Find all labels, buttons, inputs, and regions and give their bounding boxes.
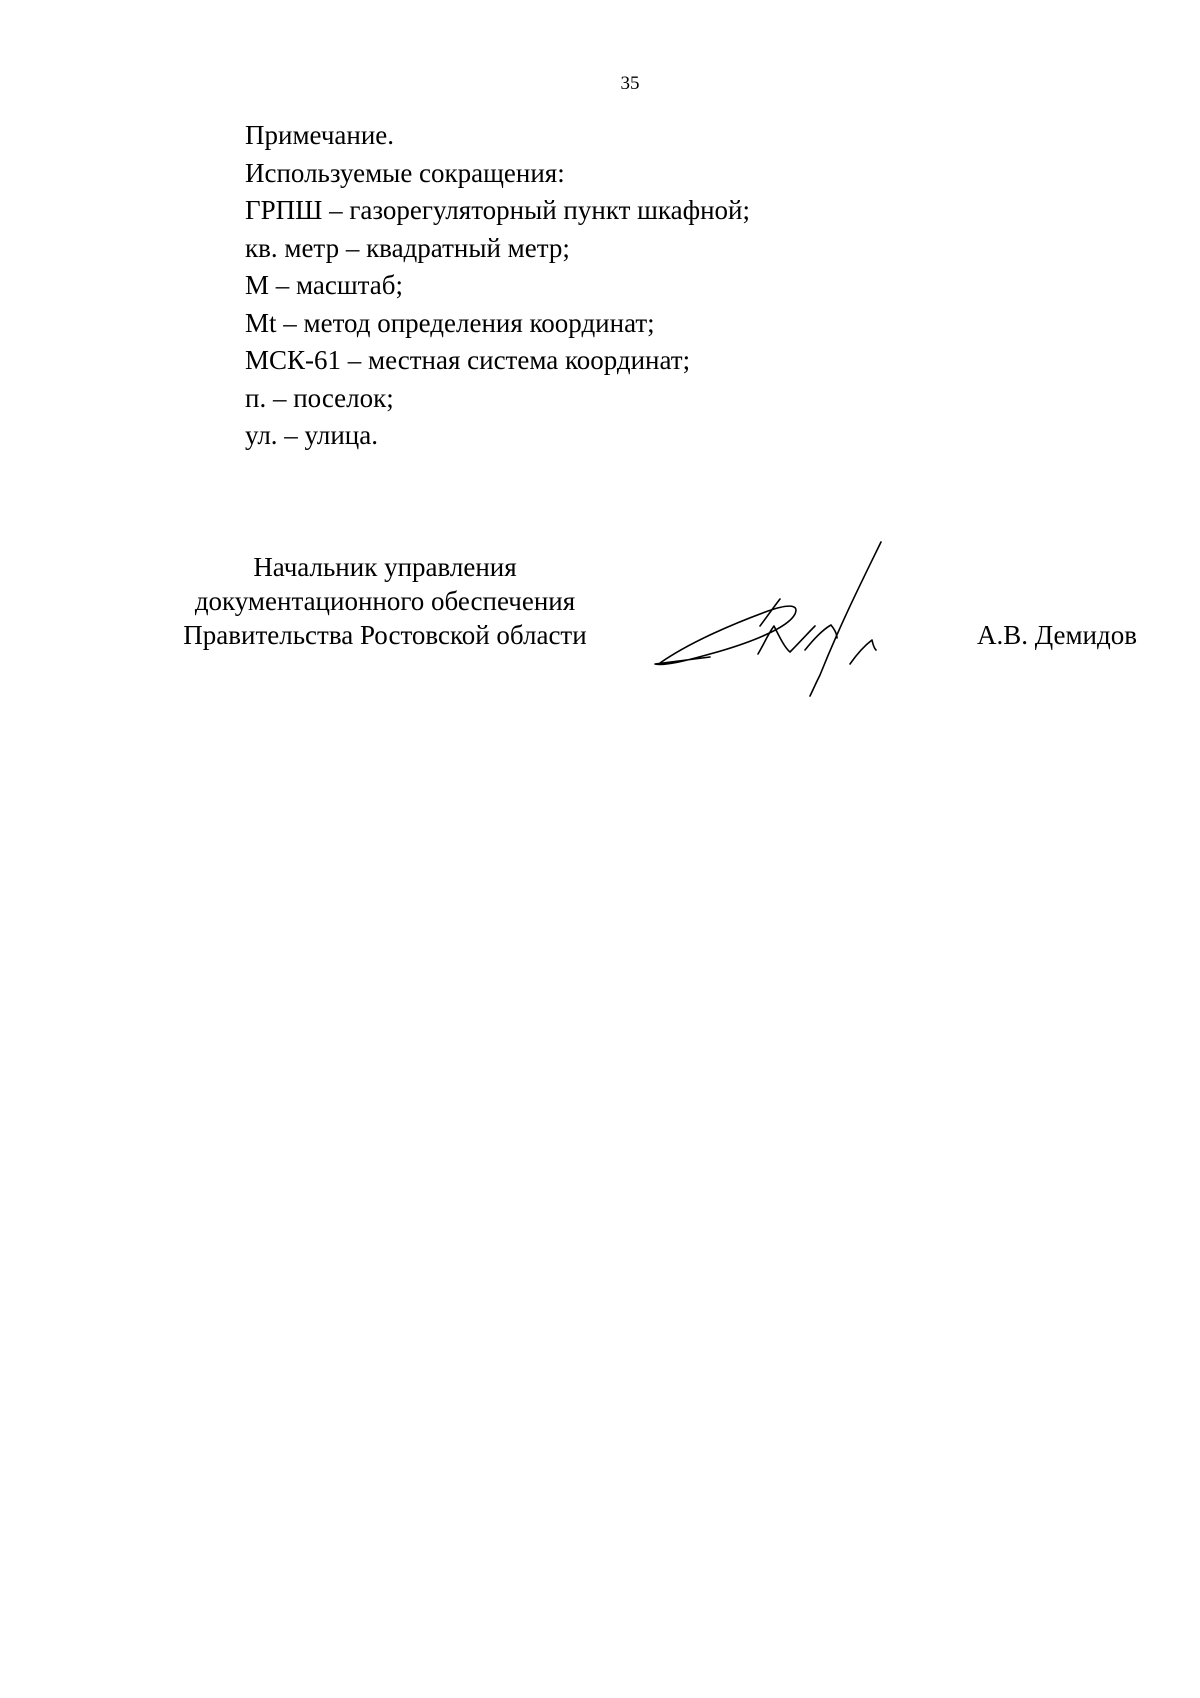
abbreviation-item: Mt – метод определения координат; [245, 307, 655, 338]
signature-block [0, 550, 1200, 700]
signer-position-line: Правительства Ростовской области [183, 620, 587, 650]
notes-section [245, 117, 1045, 455]
abbreviation-item: ул. – улица. [245, 420, 378, 450]
signer-position [150, 550, 620, 652]
abbreviation-item: кв. метр – квадратный метр; [245, 232, 570, 263]
page-number: 35 [620, 73, 640, 94]
signer-name: А.В. Демидов [976, 620, 1137, 650]
abbreviation-item: МСК-61 – местная система координат; [245, 345, 691, 375]
signer-position-line: Начальник управления [253, 552, 517, 582]
signer-position-line: документационного обеспечения [194, 586, 576, 616]
notes-heading: Примечание. [245, 120, 395, 150]
abbreviation-item: ГРПШ – газорегуляторный пункт шкафной; [245, 195, 751, 225]
notes-subheading: Используемые сокращения: [245, 157, 565, 188]
abbreviation-item: п. – поселок; [245, 382, 394, 413]
handwritten-signature-icon [650, 530, 950, 700]
abbreviation-item: М – масштаб; [245, 270, 404, 300]
